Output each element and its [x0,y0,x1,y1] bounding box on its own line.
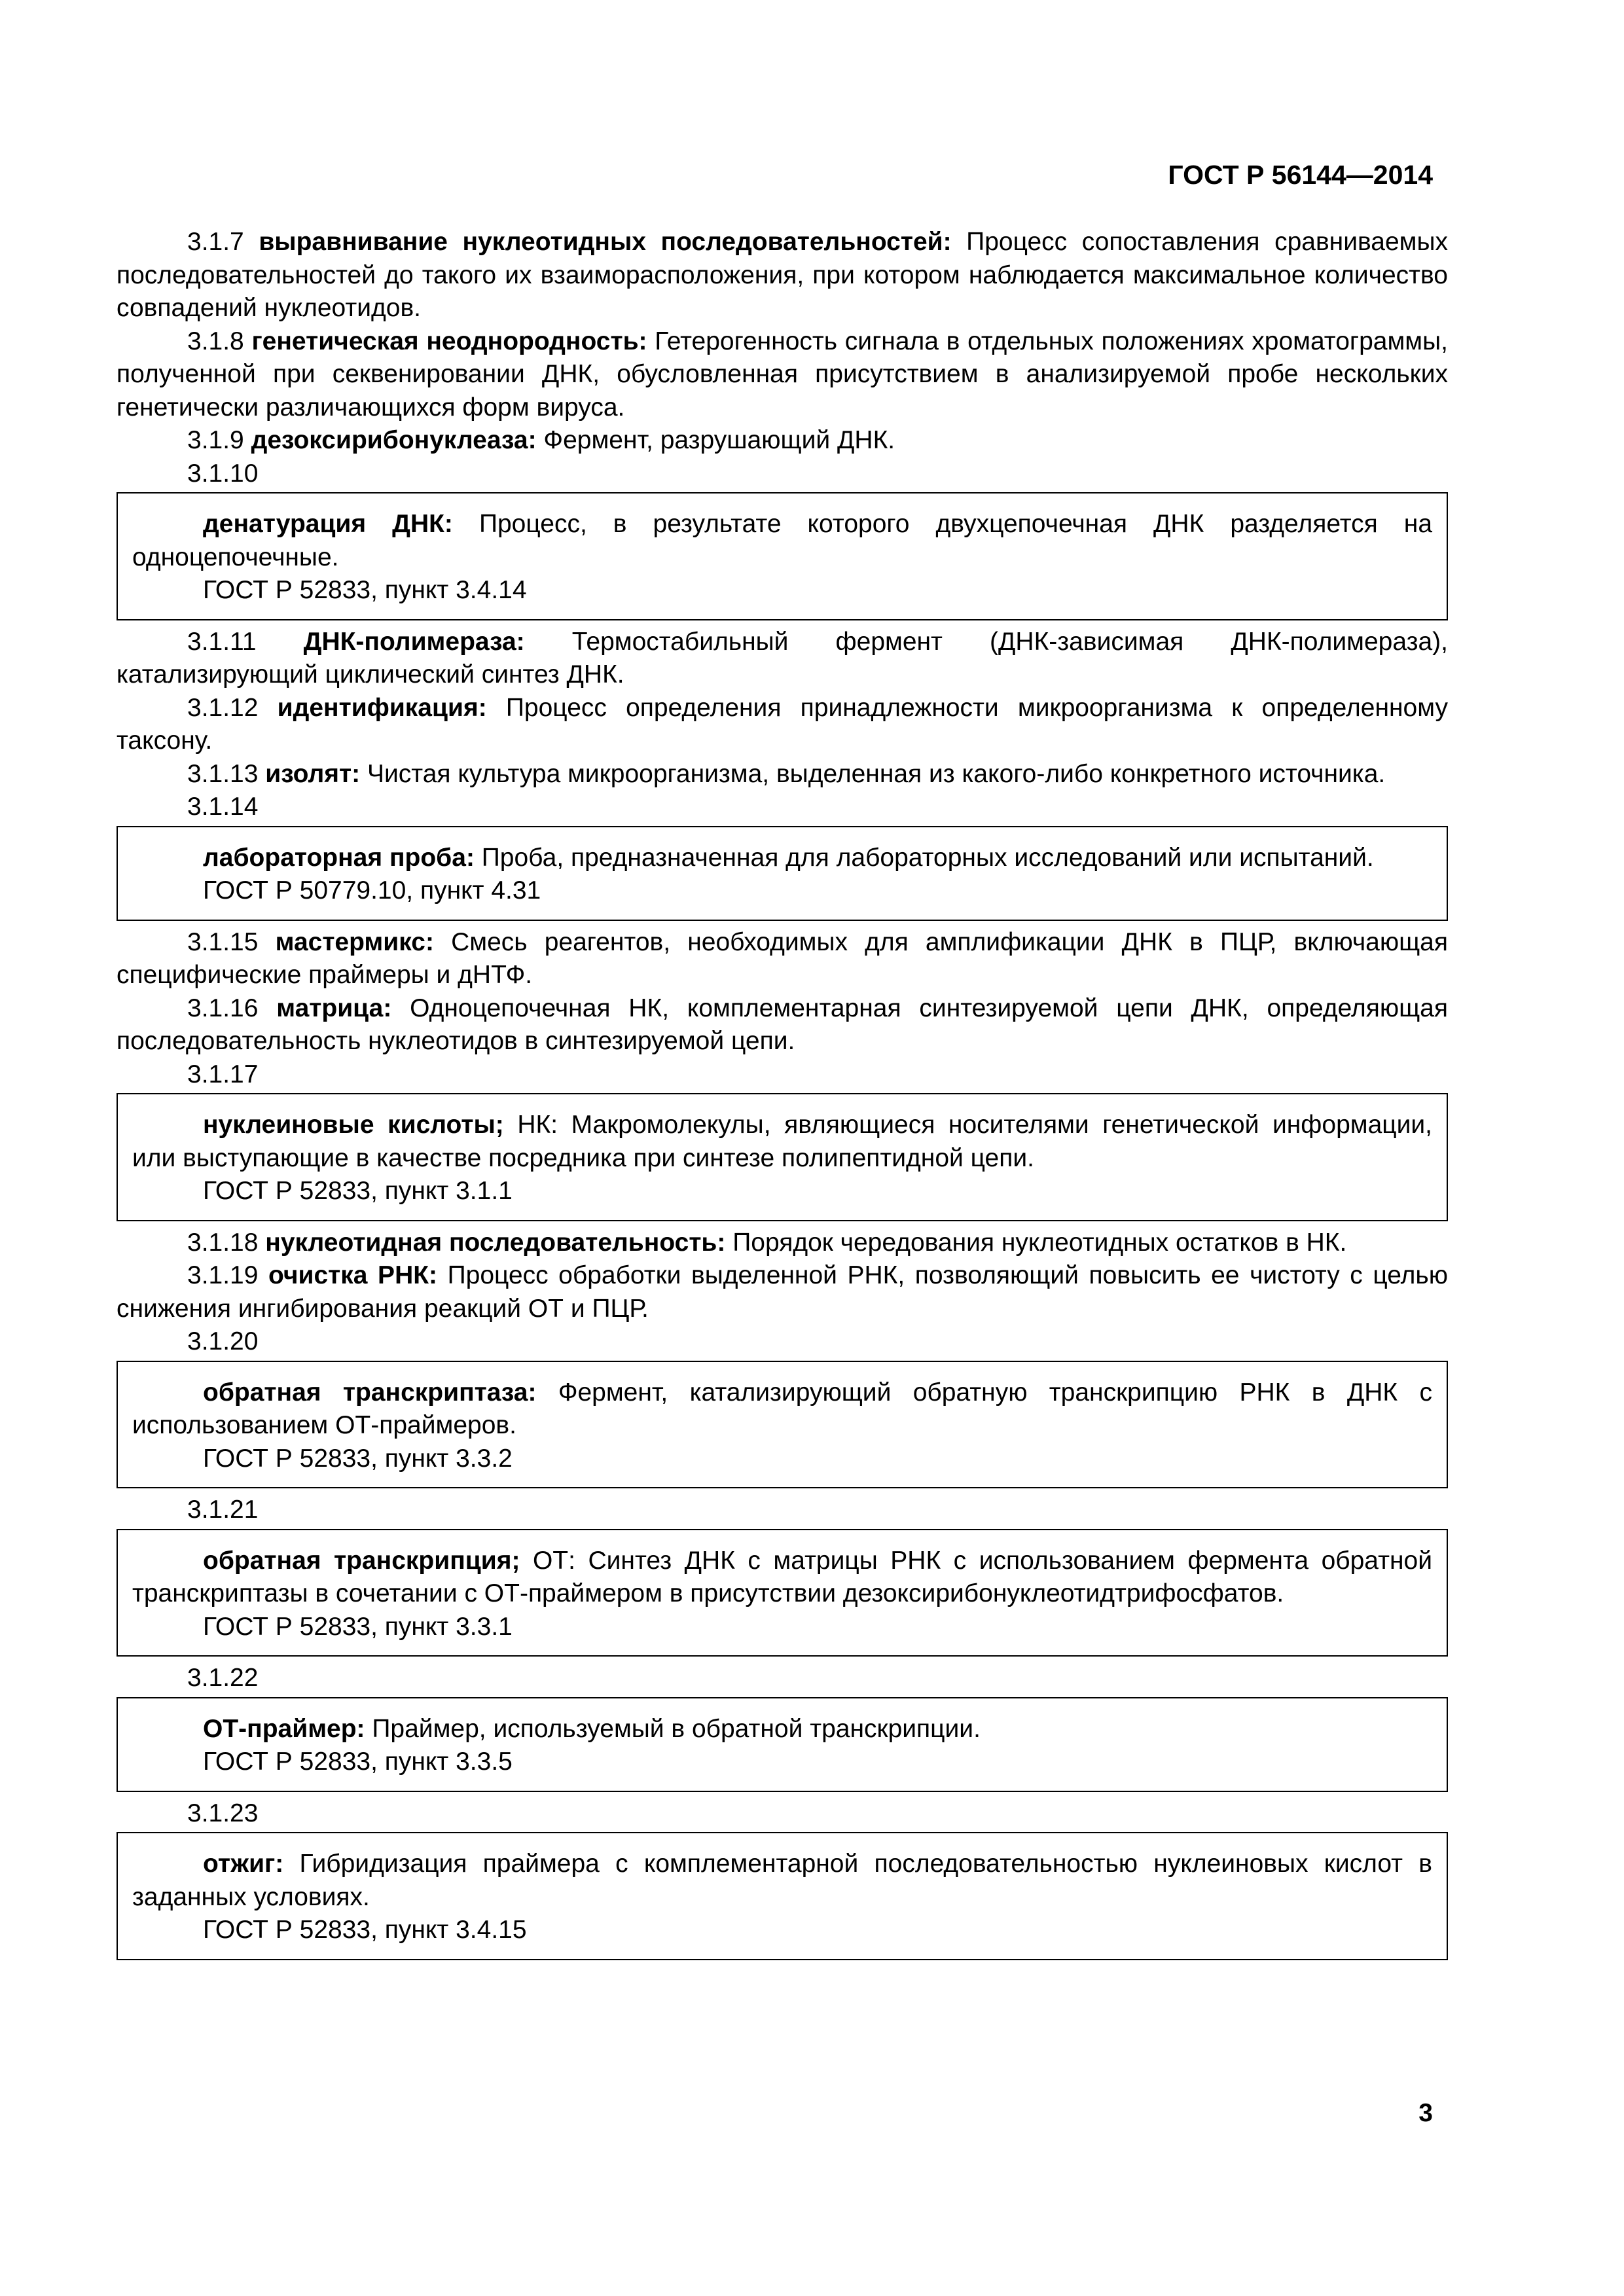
entry-definition: Праймер, используемый в обратной транскрипции. [365,1714,981,1743]
entry-source: ГОСТ Р 52833, пункт 3.3.1 [203,1612,513,1641]
quoted-definition-box [117,1529,1448,1657]
entry-number: 3.1.9 [187,426,244,454]
entry-term: генетическая неоднородность: [251,327,647,355]
entry-number: 3.1.8 [187,327,244,355]
definition-entry [132,1713,1432,1746]
definition-entry [132,508,1432,574]
entry-source: ГОСТ Р 50779.10, пункт 4.31 [203,876,541,905]
entry-number: 3.1.19 [187,1261,259,1289]
entry-number: 3.1.18 [187,1228,259,1257]
definition-entry [117,626,1448,692]
quoted-definition-box [117,1697,1448,1792]
quoted-definition-box [117,826,1448,921]
definition-entry [132,1848,1432,1914]
entry-definition: Чистая культура микроорганизма, выделенная из какого-либо конкретного источника. [360,759,1386,788]
definition-entry [132,1545,1432,1611]
entry-term: дезоксирибонуклеаза: [251,426,537,454]
entry-definition: Проба, предназначенная для лабораторных исследований или испытаний. [474,843,1374,872]
definition-entry [117,226,1448,325]
entry-number: 3.1.12 [187,693,259,722]
definitions-section [117,226,1448,1965]
entry-term: нуклеиновые кислоты; [203,1111,504,1139]
entry-term: лабораторная проба: [203,843,475,872]
quoted-definition-box [117,1093,1448,1221]
entry-definition: Одноцепочечная НК, комплементарная синтезируемой цепи ДНК, определяющая последовательность нуклеотидов в синтезируемой цепи. [117,994,1448,1055]
definition-entry [132,1109,1432,1175]
entry-number: 3.1.13 [187,759,259,788]
entry-term: обратная транскриптаза: [203,1378,537,1407]
definition-entry [117,1259,1448,1325]
definition-entry [132,1376,1432,1443]
entry-term: изолят: [265,759,361,788]
entry-source: ГОСТ Р 52833, пункт 3.3.5 [203,1748,513,1776]
entry-definition: Процесс определения принадлежности микроорганизма к определенному таксону. [117,693,1448,755]
entry-term: очистка РНК: [268,1261,438,1289]
definition-entry [132,842,1432,875]
document-id-header: ГОСТ Р 56144—2014 [1168,160,1433,190]
entry-definition: Гибридизация праймера с комплементарной последовательностью нуклеиновых кислот в заданных условиях. [132,1850,1432,1911]
entry-number: 3.1.7 [187,228,244,256]
entry-term: ОТ-праймер: [203,1714,365,1743]
entry-definition: Процесс сопоставления сравниваемых последовательностей до такого их взаиморасположения, при котором наблюдается максимальное количество совпадений нуклеотидов. [117,228,1448,322]
entry-term: ДНК-полимераза: [303,627,525,656]
entry-definition: Порядок чередования нуклеотидных остатков в НК. [725,1228,1347,1257]
entry-definition: Фермент, разрушающий ДНК. [536,426,895,454]
entry-definition: Смесь реагентов, необходимых для амплификации ДНК в ПЦР, включающая специфические праймеры и дНТФ. [117,927,1448,989]
entry-definition: Фермент, катализирующий обратную транскрипцию РНК в ДНК с использованием ОТ-праймеров. [132,1378,1432,1439]
entry-number: 3.1.22 [187,1664,259,1692]
entry-source: ГОСТ Р 52833, пункт 3.4.14 [203,576,527,604]
entry-number: 3.1.15 [187,927,259,956]
entry-definition: Термостабильный фермент (ДНК-зависимая ДНК-полимераза), катализирующий циклический синтез ДНК. [117,627,1448,689]
entry-term: денатурация ДНК: [203,510,453,538]
entry-term: идентификация: [277,693,487,722]
entry-definition: НК: Макромолекулы, являющиеся носителями генетической информации, или выступающие в качестве посредника при синтезе полипептидной цепи. [132,1111,1433,1172]
entry-definition: Гетерогенность сигнала в отдельных положениях хроматограммы, полученной при секвенировании ДНК, обусловленная присутствием в анализируемой пробе нескольких генетически различающихся форм вируса. [117,327,1448,422]
definition-entry [117,992,1448,1058]
page-number: 3 [1418,2099,1433,2127]
definition-entry [117,692,1448,758]
entry-definition: Процесс, в результате которого двухцепочечная ДНК разделяется на одноцепочечные. [132,510,1433,571]
entry-number: 3.1.14 [187,793,259,821]
entry-number: 3.1.20 [187,1327,259,1355]
entry-definition: ОТ: Синтез ДНК с матрицы РНК с использованием фермента обратной транскриптазы в сочетании с ОТ-праймером в присутствии дезоксирибонуклеотидтрифосфатов. [132,1546,1432,1607]
entry-number: 3.1.16 [187,994,259,1022]
entry-term: отжиг: [203,1850,284,1878]
entry-source: ГОСТ Р 52833, пункт 3.3.2 [203,1444,513,1473]
entry-number: 3.1.21 [187,1496,259,1524]
entry-definition: Процесс обработки выделенной РНК, позволяющий повысить ее чистоту с целью снижения ингибирования реакций ОТ и ПЦР. [117,1261,1448,1323]
entry-number: 3.1.23 [187,1799,259,1827]
entry-term: мастермикс: [275,927,434,956]
definition-entry [117,424,1448,457]
entry-number: 3.1.10 [187,459,259,488]
entry-source: ГОСТ Р 52833, пункт 3.1.1 [203,1177,513,1205]
quoted-definition-box [117,492,1448,620]
entry-number: 3.1.17 [187,1060,259,1088]
entry-term: выравнивание нуклеотидных последовательностей: [259,228,952,256]
entry-term: матрица: [276,994,392,1022]
quoted-definition-box [117,1832,1448,1960]
entry-term: нуклеотидная последовательность: [265,1228,726,1257]
entry-number: 3.1.11 [187,627,257,656]
definition-entry [117,1227,1448,1260]
entry-term: обратная транскрипция; [203,1546,520,1575]
quoted-definition-box [117,1361,1448,1489]
definition-entry [117,758,1448,791]
definition-entry [117,325,1448,425]
definition-entry [117,926,1448,992]
entry-source: ГОСТ Р 52833, пункт 3.4.15 [203,1916,527,1944]
